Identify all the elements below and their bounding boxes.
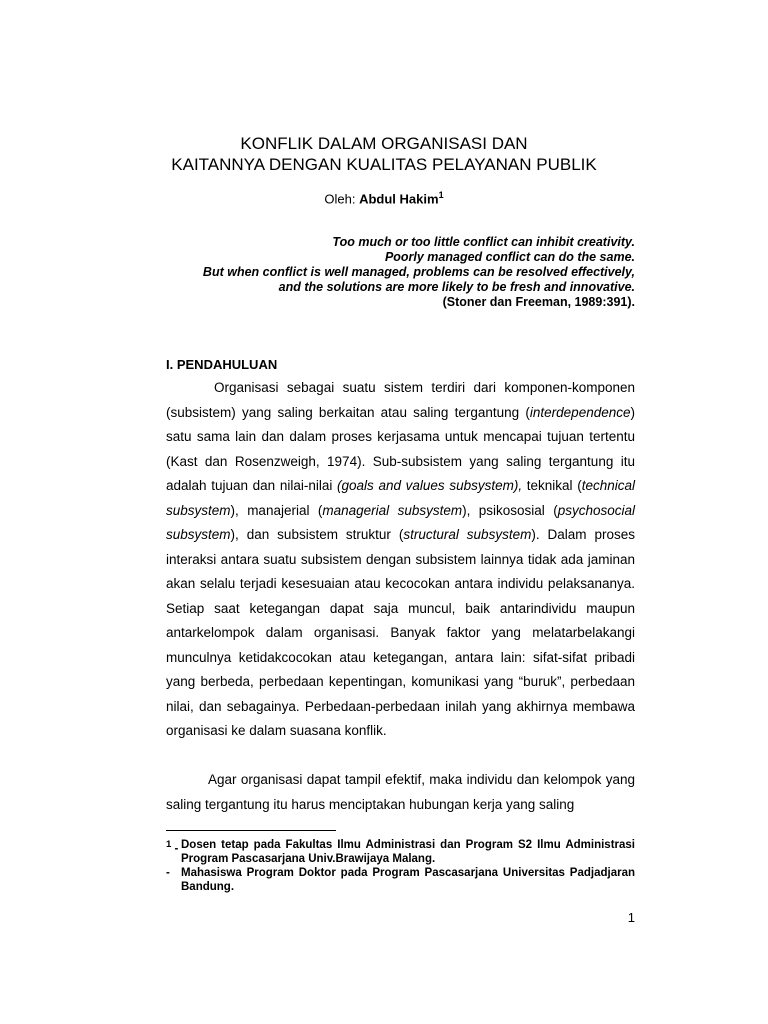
paragraph-1 [166,376,635,744]
italic-term: structural subsystem [403,527,532,542]
italic-term: psychosocial subsystem [166,502,635,542]
paragraph-2 [166,768,635,817]
title-line-2: KAITANNYA DENGAN KUALITAS PELAYANAN PUBLIK [171,155,597,174]
quote-line: and the solutions are more likely to be fresh and innovative. [278,280,635,294]
quote-line: But when conflict is well managed, problems can be resolved effectively, [202,265,635,279]
author-name: Abdul Hakim [359,191,439,207]
paragraph-2-text: Agar organisasi dapat tampil efektif, maka individu dan kelompok yang saling tergantung itu harus menciptakan hubungan kerja yang saling [166,772,635,812]
text-run: Organisasi sebagai suatu sistem terdiri dari komponen-komponen (subsistem) yang saling berkaitan atau saling tergantung ( [166,380,635,420]
quote-line: Poorly managed conflict can do the same. [384,250,635,264]
footnote-text: Mahasiswa Program Doktor pada Program Pascasarjana Universitas Padjadjaran Bandung. [181,867,635,893]
text-run: teknikal ( [522,478,582,493]
footnote-text: Dosen tetap pada Fakultas Ilmu Administrasi dan Program S2 Ilmu Administrasi Program Pascasarjana Univ.Brawijaya Malang. [181,839,635,865]
text-run: ). Dalam proses interaksi antara suatu subsistem dengan subsistem lainnya tidak ada jaminan akan selalu terjadi kesesuaian atau kecocokan antara individu pelaksananya. Setiap saat ketegangan dapat saja muncul, baik antarindividu maupun antarkelompok dalam organisasi. Banyak faktor yang melatarbelakangi munculnya ketidakcocokan atau ketegangan, antara lain: sifat-sifat pribadi yang berbeda, perbedaan kepentingan, komunikasi yang “buruk”, perbedaan nilai, dan sebagainya. Perbedaan-perbedaan inilah yang akhirnya membawa organisasi ke dalam suasana konflik. [166,527,635,738]
author-prefix: Oleh: [324,191,360,207]
epigraph-quote [203,235,635,310]
italic-term: interdependence [529,404,631,420]
text-run: ), manajerial ( [230,502,323,518]
italic-term: managerial subsystem [322,502,463,518]
section-heading: I. PENDAHULUAN [166,357,278,372]
quote-line: Too much or too little conflict can inhibit creativity. [332,235,635,249]
text-run: ) satu sama lain dan dalam proses kerjasama untuk mencapai tujuan tertentu (Kast dan Rosenzweigh, 1974). Sub-subsistem yang saling tergantung itu adalah tujuan dan nilai-nilai [166,404,635,493]
footnote-separator [166,830,336,831]
quote-citation: (Stoner dan Freeman, 1989:391). [442,295,635,309]
italic-term: (goals and values subsystem), [337,478,523,493]
footnote-marker: - [166,867,170,879]
text-run: ), dan subsistem struktur ( [230,527,404,542]
footnote-dash: - [171,842,179,855]
title-line-1: KONFLIK DALAM ORGANISASI DAN [240,134,528,153]
italic-term: technical subsystem [166,478,635,518]
footnote-2 [166,866,635,894]
text-run: ), psikososial ( [462,502,558,518]
paragraph-1-text [166,376,635,744]
footnote-mark: 1 [438,190,444,200]
footnote-marker [166,838,178,856]
footnote-1 [166,838,635,866]
footnote-number: 1 [166,839,172,850]
author-line [0,190,768,206]
page-number: 1 [627,910,635,925]
